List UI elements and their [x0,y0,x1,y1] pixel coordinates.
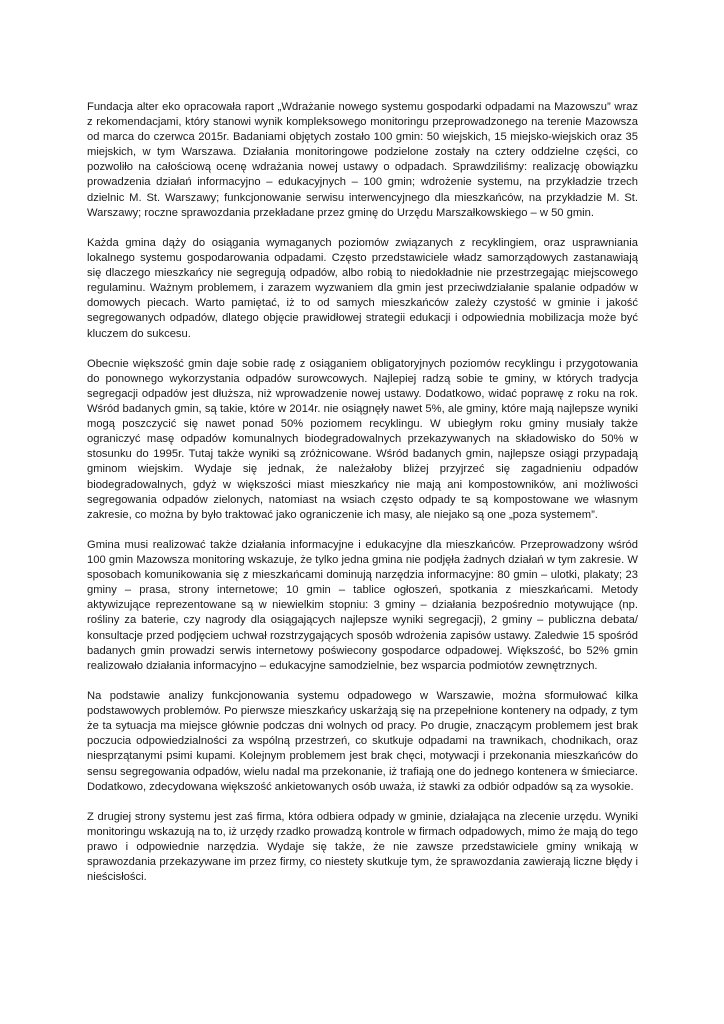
paragraph-recycling-levels: Obecnie większość gmin daje sobie radę z osiąganiem obligatoryjnych poziomów recyklingu i przygotowania do ponownego wykorzystania odpadów surowcowych. Najlepiej radzą sobie te gminy, w których tradycja segregacji odpadów jest dłuższa, niż wprowadzenie nowej ustawy. Dodatkowo, widać poprawę z roku na rok. Wśród badanych gmin, są takie, które w 2014r. nie osiągnęły nawet 5%, ale gminy, które mają najlepsze wyniki mogą poszczycić się nawet ponad 50% poziomem recyklingu. W ubiegłym roku gminy musiały także ograniczyć masę odpadów komunalnych biodegradowalnych przekazywanych na składowisko do 50% w stosunku do 1995r. Tutaj także wyniki są zróżnicowane. Wśród badanych gmin, najlepsze osiągi przypadają gminom wiejskim. Wydaje się jednak, że należałoby bliżej przyjrzeć się zagadnieniu odpadów biodegradowalnych, gdyż w większości miast mieszkańcy nie mają ani kompostowników, ani możliwości segregowania odpadów zielonych, natomiast na wsiach często odpady te są kompostowane we własnym zakresie, co można by było traktować jako ograniczenie ich masy, ale niejako są one „poza systemem”. [87,357,638,521]
paragraph-waste-companies: Z drugiej strony systemu jest zaś firma, która odbiera odpady w gminie, działająca na zlecenie urzędu. Wyniki monitoringu wskazują na to, iż urzędy rzadko prowadzą kontrole w firmach odpadowych, mimo że mają do tego prawo i odpowiednie narzędzia. Wydaje się także, że nie zawsze przedstawiciele gminy wnikają w sprawozdania przekazywane im przez firmy, co niestety skutkuje tym, że sprawozdania zawierają liczne błędy i nieścisłości. [87,810,638,884]
paragraph-report-intro: Fundacja alter eko opracowała raport „Wdrażanie nowego systemu gospodarki odpadami na Mazowszu” wraz z rekomendacjami, który stanowi wynik kompleksowego monitoringu przeprowadzonego na terenie Mazowsza od marca do czerwca 2015r. Badaniami objętych zostało 100 gmin: 50 wiejskich, 15 miejsko-wiejskich oraz 35 miejskich, w tym Warszawa. Działania monitoringowe podzielone zostały na cztery oddzielne części, co pozwoliło na całościową ocenę wdrażania nowej ustawy o odpadach. Sprawdziliśmy: realizację obowiązku prowadzenia działań informacyjno – edukacyjnych – 100 gmin; wdrożenie systemu, na przykładzie trzech dzielnic M. St. Warszawy; funkcjonowanie serwisu interwencyjnego dla mieszkańców, na przykładzie M. St. Warszawy; roczne sprawozdania przekładane przez gminę do Urzędu Marszałkowskiego – w 50 gmin. [87,101,638,219]
paragraph-warsaw-problems: Na podstawie analizy funkcjonowania systemu odpadowego w Warszawie, można sformułować kilka podstawowych problemów. Po pierwsze mieszkańcy uskarżają się na przepełnione kontenery na odpady, z tym że ta sytuacja ma miejsce głównie podczas dni wolnych od pracy. Po drugie, znaczącym problemem jest brak poczucia odpowiedzialności za wspólną przestrzeń, co skutkuje odpadami na trawnikach, chodnikach, oraz niesprzątanymi psimi kupami. Kolejnym problemem jest brak chęci, motywacji i przekonania mieszkańców do sensu segregowania odpadów, wielu nadal ma przekonanie, iż trafiają one do jednego kontenera w śmieciarce. Dodatkowo, zdecydowana większość ankietowanych osób uważa, iż stawki za odbiór odpadów są za wysokie. [87,690,638,793]
paragraph-education-activities: Gmina musi realizować także działania informacyjne i edukacyjne dla mieszkańców. Przeprowadzony wśród 100 gmin Mazowsza monitoring wskazuje, że tylko jedna gmina nie podjęła żadnych działań w tym zakresie. W sposobach komunikowania się z mieszkańcami dominują narzędzia informacyjne: 80 gmin – ulotki, plakaty; 23 gminy – prasa, strony internetowe; 10 gmin – tablice ogłoszeń, spotkania z mieszkańcami. Metody aktywizujące reprezentowane są w niewielkim stopniu: 3 gminy – działania bezpośrednio motywujące (np. rośliny za baterie, czy nagrody dla osiągających najlepsze wyniki segregacji), 2 gminy – publiczna debata/ konsultacje przed podjęciem uchwał rozstrzygających sposób wdrożenia zapisów ustawy. Zaledwie 15 spośród badanych gmin prowadzi serwis internetowy poświecony gospodarce odpadowej. Większość, bo 52% gmin realizowało działania informacyjno – edukacyjne samodzielnie, bez wsparcia podmiotów zewnętrznych. [87,539,638,672]
document-body [87,100,638,901]
paragraph-recycling-goals: Każda gmina dąży do osiągania wymaganych poziomów związanych z recyklingiem, oraz usprawniania lokalnego systemu gospodarowania odpadami. Często przedstawiciele władz samorządowych zastanawiają się dlaczego mieszkańcy nie segregują odpadów, albo robią to niedokładnie nie przestrzegając miejscowego regulaminu. Ważnym problemem, i zarazem wyzwaniem dla gmin jest przeciwdziałanie spalanie odpadów w domowych piecach. Warto pamiętać, iż to od samych mieszkańców zależy czystość w gminie i jakość segregowanych odpadów, dlatego objęcie prawidłowej strategii edukacji i odpowiednia mobilizacja może być kluczem do sukcesu. [87,236,638,340]
